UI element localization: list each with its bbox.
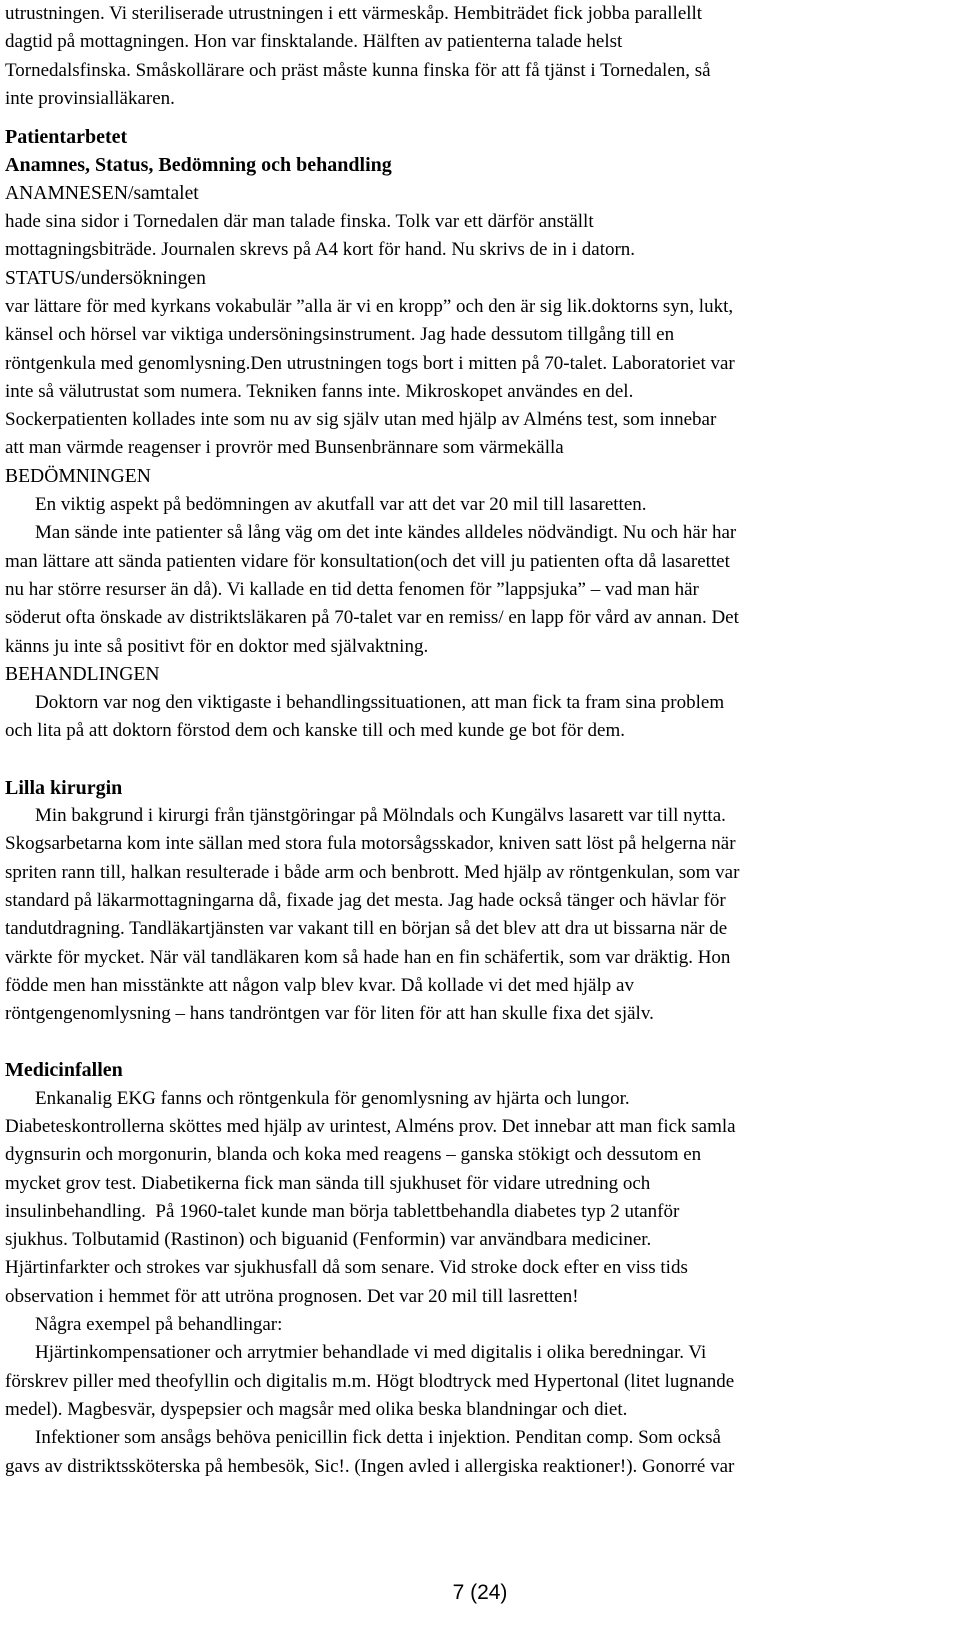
text-line: var lättare för med kyrkans vokabulär ”alla är vi en kropp” och den är sig lik.doktorns syn, lukt, — [5, 295, 734, 317]
text-line: Några exempel på behandlingar: — [35, 1314, 283, 1336]
text-line: dygnsurin och morgonurin, blanda och koka med reagens – ganska stökigt och dessutom en — [5, 1144, 702, 1166]
section-heading: Patientarbetet — [5, 126, 128, 149]
text-line: medel). Magbesvär, dyspepsier och magsår med olika beska blandningar och diet. — [5, 1398, 628, 1420]
text-line: röntgengenomlysning – hans tandröntgen var för liten för att han skulle fixa det själv. — [5, 1003, 654, 1025]
text-line: standard på läkarmottagningarna då, fixade jag det mesta. Jag hade också tänger och hävlar för — [5, 889, 726, 911]
text-line: födde men han misstänkte att någon valp blev kvar. Då kollade vi det med hjälp av — [5, 974, 634, 996]
document-body — [5, 0, 940, 1481]
subsection-label: STATUS/undersökningen — [5, 267, 206, 289]
text-line: dagtid på mottagningen. Hon var finsktalande. Hälften av patienterna talade helst — [5, 31, 623, 53]
text-line: utrustningen. Vi steriliserade utrustningen i ett värmeskåp. Hembiträdet fick jobba parallellt — [5, 3, 703, 24]
text-line: observation i hemmet för att utröna prognosen. Det var 20 mil till lasretten! — [5, 1285, 579, 1307]
text-line: att man värmde reagenser i provrör med Bunsenbrännare som värmekälla — [5, 437, 564, 459]
text-line: Diabeteskontrollerna sköttes med hjälp av urintest, Alméns prov. Det innebar att man fick samla — [5, 1115, 736, 1137]
subsection-label: BEHANDLINGEN — [5, 663, 160, 685]
text-block — [5, 1056, 940, 1480]
text-line: förskrev piller med theofyllin och digitalis m.m. Högt blodtryck med Hypertonal (litet lugnande — [5, 1370, 735, 1392]
text-line: insulinbehandling. På 1960-talet kunde man börja tablettbehandla diabetes typ 2 utanför — [5, 1200, 680, 1222]
text-line: Doktorn var nog den viktigaste i behandlingssituationen, att man fick ta fram sina problem — [35, 692, 725, 714]
text-line: Man sände inte patienter så lång väg om det inte kändes alldeles nödvändigt. Nu och här har — [35, 522, 737, 544]
text-line: Min bakgrund i kirurgi från tjänstgöringar på Mölndals och Kungälvs lasarett var till nytta. — [35, 805, 726, 827]
text-line: Sockerpatienten kollades inte som nu av sig själv utan med hjälp av Alméns test, som innebar — [5, 409, 717, 431]
text-line: inte så välutrustat som numera. Tekniken fanns inte. Mikroskopet användes en del. — [5, 380, 634, 402]
text-line: söderut ofta önskade av distriktsläkaren på 70-talet var en remiss/ en lapp för vård av annan. Det — [5, 607, 739, 629]
text-line: värkte för mycket. När väl tandläkaren kom så hade han en fin schäfertik, som var dräktig. Hon — [5, 946, 731, 968]
text-line: Skogsarbetarna kom inte sällan med stora fula motorsågsskador, kniven satt löst på helgerna när — [5, 833, 736, 855]
text-line: sjukhus. Tolbutamid (Rastinon) och biguanid (Fenformin) var användbara mediciner. — [5, 1229, 652, 1251]
text-line: och lita på att doktorn förstod dem och kanske till och med kunde ge bot för dem. — [5, 720, 625, 742]
text-line: Infektioner som ansågs behöva penicillin fick detta i injektion. Penditan comp. Som också — [35, 1427, 721, 1449]
text-line: nu har större resurser än då). Vi kallade en tid detta fenomen för ”lappsjuka” – vad man här — [5, 578, 699, 600]
text-line: tandutdragning. Tandläkartjänsten var vakant till en början så det blev att dra ut bissarna när de — [5, 918, 728, 940]
page-number: 7 (24) — [452, 1581, 508, 1604]
text-line: mycket grov test. Diabetikerna fick man sända till sjukhuset för vidare utredning och — [5, 1172, 651, 1194]
text-line: känsel och hörsel var viktiga undersöningsinstrument. Jag hade dessutom tillgång till en — [5, 324, 675, 346]
text-line: hade sina sidor i Tornedalen där man talade finska. Tolk var ett därför anställt — [5, 211, 594, 233]
subsection-label: BEDÖMNINGEN — [5, 465, 151, 487]
subsection-label: ANAMNESEN/samtalet — [5, 182, 199, 204]
text-line: gavs av distriktssköterska på hembesök, Sic!. (Ingen avled i allergiska reaktioner!). Gonorré var — [5, 1455, 735, 1477]
text-line: En viktig aspekt på bedömningen av akutfall var att det var 20 mil till lasaretten. — [35, 494, 647, 516]
text-line: Enkanalig EKG fanns och röntgenkula för genomlysning av hjärta och lungor. — [35, 1087, 630, 1109]
text-line: Hjärtinkompensationer och arrytmier behandlade vi med digitalis i olika beredningar. Vi — [35, 1342, 707, 1364]
text-line: Hjärtinfarkter och strokes var sjukhusfall då som senare. Vid stroke dock efter en viss tids — [5, 1257, 688, 1279]
section-heading: Lilla kirurgin — [5, 776, 123, 799]
text-block — [5, 123, 940, 746]
text-line: mottagningsbiträde. Journalen skrevs på A4 kort för hand. Nu skrivs de in i datorn. — [5, 239, 636, 261]
text-line: man lättare att sända patienten vidare för konsultation(och det vill ju patienten ofta då lasarettet — [5, 550, 730, 572]
text-line: känns ju inte så positivt för en doktor med självaktning. — [5, 635, 429, 657]
section-heading: Anamnes, Status, Bedömning och behandling — [5, 154, 392, 177]
text-line: spriten rann till, halkan resulterade i både arm och benbrott. Med hjälp av röntgenkulan, som var — [5, 861, 740, 883]
text-line: Tornedalsfinska. Småskollärare och präst måste kunna finska för att få tjänst i Tornedalen, så — [5, 59, 711, 81]
text-block — [5, 774, 940, 1029]
section-heading: Medicinfallen — [5, 1059, 123, 1082]
text-block — [5, 0, 940, 113]
text-line: röntgenkula med genomlysning.Den utrustningen togs bort i mitten på 70-talet. Laboratoriet var — [5, 352, 735, 374]
text-line: inte provinsialläkaren. — [5, 87, 175, 109]
